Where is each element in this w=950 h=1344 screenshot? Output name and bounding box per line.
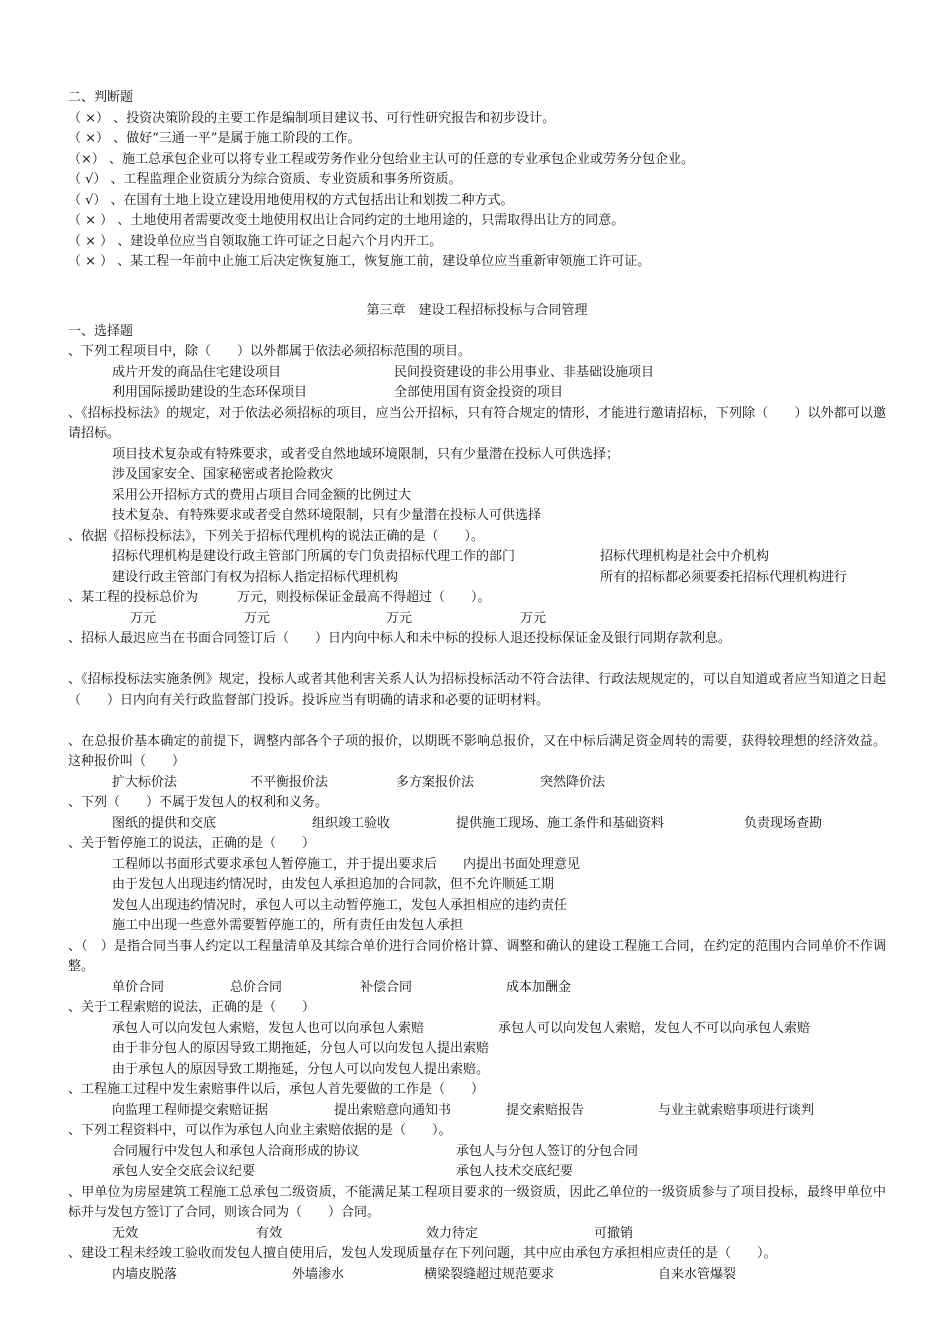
option: 成本加酬金 (506, 979, 572, 995)
option: 由于承包人的原因导致工期拖延，分包人可以向发包人提出索赔。 (112, 1061, 490, 1077)
question-stem: 、某工程的投标总价为 万元，则投标保证金最高不得超过（ ）。 (68, 590, 491, 605)
option-row (68, 383, 886, 404)
option: 多方案报价法 (396, 774, 475, 790)
option: 内墙皮脱落 (112, 1266, 178, 1282)
judge-item: （ × ） 、土地使用者需要改变土地使用权出让合同约定的土地用途的，只需取得出让方的同意。 (68, 213, 625, 228)
judge-item: （ ×） 、做好“三通一平”是属于施工阶段的工作。 (68, 131, 361, 146)
option: 有效 (256, 1225, 283, 1241)
option: 向监理工程师提交索赔证据 (112, 1102, 269, 1118)
judge-item: （ √） 、工程监理企业资质分为综合资质、专业资质和事务所资质。 (68, 172, 462, 187)
option: 招标代理机构是社会中介机构 (600, 549, 770, 564)
option: 承包人安全交底会议纪要 (112, 1164, 256, 1179)
option-row (68, 1142, 886, 1163)
chapter-title: 第三章 建设工程招标投标与合同管理 (366, 303, 588, 318)
option-row (68, 547, 886, 568)
option-row (68, 1224, 886, 1245)
option: 万元 (244, 610, 271, 626)
option-row (68, 978, 886, 999)
option: 总价合同 (230, 979, 283, 995)
option: 承包人可以向发包人索赔，发包人也可以向承包人索赔 (112, 1020, 425, 1036)
option-row (68, 1162, 886, 1183)
option: 涉及国家安全、国家秘密或者抢险救灾 (112, 467, 334, 482)
option: 效力待定 (426, 1225, 479, 1241)
option: 无效 (112, 1225, 139, 1241)
option: 自来水管爆裂 (658, 1266, 737, 1282)
question-stem: 、依据《招标投标法》，下列关于招标代理机构的说法正确的是（ ）。 (68, 528, 485, 544)
option: 所有的招标都必须要委托招标代理机构进行 (600, 569, 848, 585)
option: 单价合同 (112, 979, 165, 995)
judge-item: （ √） 、在国有土地上设立建设用地使用权的方式包括出让和划拨二种方式。 (68, 192, 514, 208)
option-row (68, 1019, 886, 1040)
option: 工程师以书面形式要求承包人暂停施工，并于提出要求后 内提出书面处理意见 (112, 856, 581, 872)
question-stem: 、下列（ ）不属于发包人的权利和义务。 (68, 795, 329, 810)
option: 建设行政主管部门有权为招标人指定招标代理机构 (112, 569, 399, 585)
option: 技术复杂、有特殊要求或者受自然环境限制，只有少量潜在投标人可供选择 (112, 508, 542, 523)
choice-heading: 一、选择题 (68, 323, 134, 339)
option: 补偿合同 (360, 979, 413, 995)
option: 承包人可以向发包人索赔，发包人不可以向承包人索赔 (498, 1020, 811, 1036)
option: 图纸的提供和交底 (112, 815, 217, 831)
document-page (68, 88, 886, 1285)
question-stem: 、甲单位为房屋建筑工程施工总承包二级资质，不能满足某工程项目要求的一级资质，因此乙单位的一级资质参与了项目投标，最终甲单位中标并与发包方签订了合同，则该合同为（ ）合同。 (68, 1184, 886, 1220)
judge-item: （ × ） 、建设单位应当自领取施工许可证之日起六个月内开工。 (68, 233, 443, 249)
option: 组织竣工验收 (312, 815, 391, 831)
option: 与业主就索赔事项进行谈判 (658, 1102, 815, 1118)
option: 招标代理机构是建设行政主管部门所属的专门负责招标代理工作的部门 (112, 549, 516, 564)
option: 民间投资建设的非公用事业、非基础设施项目 (394, 364, 655, 380)
question-stem: 、关于工程索赔的说法，正确的是（ ） (68, 1000, 316, 1015)
option: 采用公开招标方式的费用占项目合同金额的比例过大 (112, 487, 412, 503)
option: 项目技术复杂或有特殊要求，或者受自然地域环境限制，只有少量潜在投标人可供选择； (112, 446, 620, 462)
option: 万元 (130, 610, 157, 626)
option: 可撤销 (594, 1225, 634, 1241)
option: 全部使用国有资金投资的项目 (394, 385, 564, 400)
option: 不平衡报价法 (250, 774, 329, 790)
option: 发包人出现违约情况时，承包人可以主动暂停施工，发包人承担相应的违约责任 (112, 897, 568, 913)
option: 利用国际援助建设的生态环保项目 (112, 385, 308, 400)
question-stem: 、（ ）是指合同当事人约定以工程量清单及其综合单价进行合同价格计算、调整和确认的建设工程施工合同，在约定的范围内合同单价不作调整。 (68, 938, 886, 974)
question-stem: 、《招标投标法》的规定，对于依法必须招标的项目，应当公开招标，只有符合规定的情形，才能进行邀请招标，下列除（ ）以外都可以邀请招标。 (68, 405, 886, 441)
option: 突然降价法 (540, 774, 606, 790)
option-row (68, 1265, 886, 1286)
option-row (68, 568, 886, 589)
option: 提交索赔报告 (506, 1102, 585, 1118)
option: 承包人技术交底纪要 (456, 1164, 574, 1179)
option: 提出索赔意向通知书 (334, 1102, 452, 1118)
option: 横梁裂缝超过规范要求 (424, 1266, 555, 1282)
question-stem: 、下列工程资料中，可以作为承包人向业主索赔依据的是（ ）。 (68, 1123, 452, 1138)
option-row (68, 773, 886, 794)
option: 外墙渗水 (292, 1266, 345, 1282)
judge-item: （×） 、施工总承包企业可以将专业工程或劳务作业分包给业主认可的任意的专业承包企业或劳务分包企业。 (68, 151, 695, 167)
option: 万元 (520, 610, 547, 626)
option: 负责现场查勘 (744, 815, 823, 831)
question-stem: 、关于暂停施工的说法，正确的是（ ） (68, 836, 316, 851)
question-stem: 、在总报价基本确定的前提下，调整内部各个子项的报价，以期既不影响总报价，又在中标后满足资金周转的需要，获得较理想的经济效益。这种报价叫（ ） (68, 733, 886, 769)
question-stem: 、工程施工过程中发生索赔事件以后，承包人首先要做的工作是（ ） (68, 1082, 485, 1097)
option: 由于非分包人的原因导致工期拖延，分包人可以向发包人提出索赔 (112, 1041, 490, 1056)
question-stem: 、招标人最迟应当在书面合同签订后（ ）日内向中标人和未中标的投标人退还投标保证金及银行同期存款利息。 (68, 631, 732, 646)
question-stem: 、《招标投标法实施条例》规定，投标人或者其他利害关系人认为招标投标活动不符合法律、行政法规规定的，可以自知道或者应当知道之日起（ ）日内向有关行政监督部门投诉。投诉应当有明确的请求和必要的证明材料。 (68, 672, 886, 708)
option: 提供施工现场、施工条件和基础资料 (456, 815, 665, 831)
judge-item: （ ×） 、投资决策阶段的主要工作是编制项目建议书、可行性研究报告和初步设计。 (68, 110, 556, 126)
question-stem: 、下列工程项目中，除（ ）以外都属于依法必须招标范围的项目。 (68, 344, 472, 359)
option: 合同履行中发包人和承包人洽商形成的协议 (112, 1143, 360, 1159)
option: 扩大标价法 (112, 774, 178, 790)
option-row (68, 609, 886, 630)
option-row (68, 1101, 886, 1122)
option: 成片开发的商品住宅建设项目 (112, 364, 282, 380)
option: 施工中出现一些意外需要暂停施工的，所有责任由发包人承担 (112, 918, 464, 933)
option-row (68, 814, 886, 835)
option-row (68, 363, 886, 384)
question-stem: 、建设工程未经竣工验收而发包人擅自使用后，发包人发现质量存在下列问题，其中应由承包方承担相应责任的是（ ）。 (68, 1246, 777, 1261)
option: 承包人与分包人签订的分包合同 (456, 1143, 639, 1159)
option: 万元 (386, 610, 413, 626)
option: 由于发包人出现违约情况时，由发包人承担追加的合同款，但不允许顺延工期 (112, 877, 555, 892)
judge-heading: 二、判断题 (68, 90, 134, 105)
judge-item: （ × ） 、某工程一年前中止施工后决定恢复施工，恢复施工前，建设单位应当重新审领施工许可证。 (68, 254, 651, 269)
